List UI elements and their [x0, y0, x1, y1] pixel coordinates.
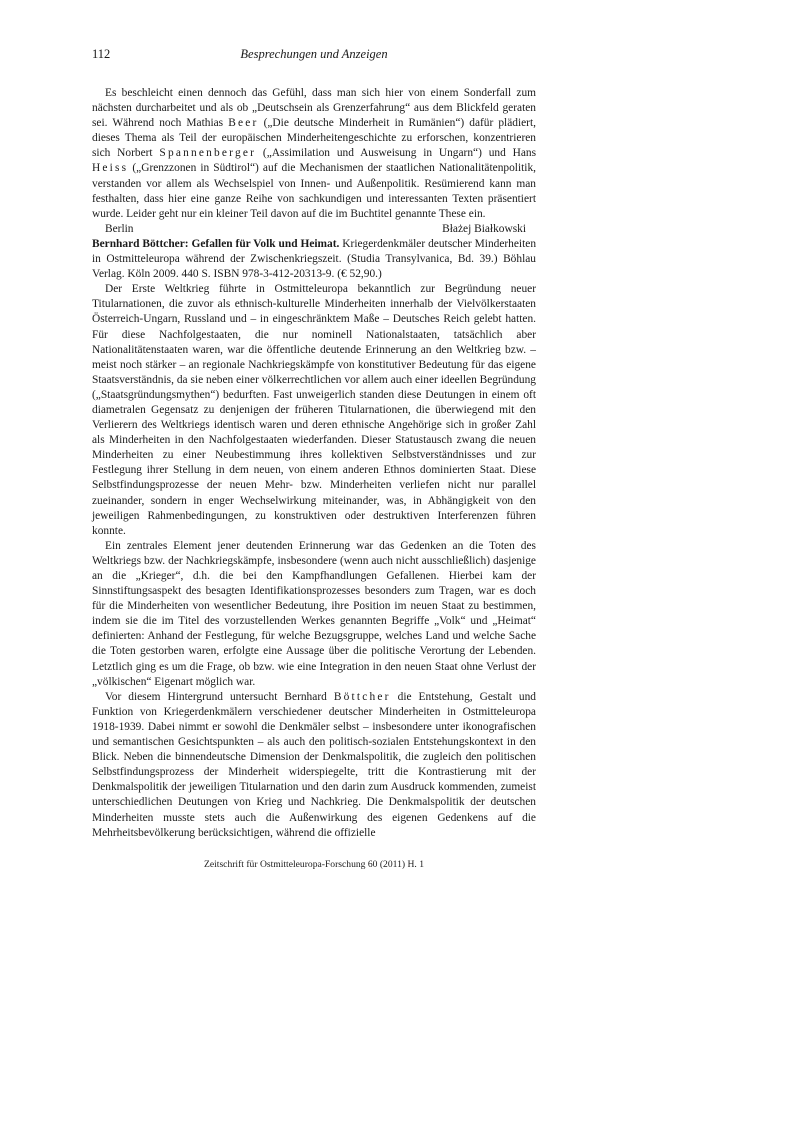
page-header [92, 47, 536, 65]
review-paragraph-3: Vor diesem Hintergrund untersucht Bernhard Böttcher die Entstehung, Gestalt und Funktion von Kriegerdenkmälern verschiedener deutscher Minderheiten in Ostmitteleuropa 1918-1939. Dabei nimmt er sowohl die Denkmäler selbst – insbesondere unter ikonografischen und semantischen Gesichtspunkten – als auch den politisch-sozialen Entstehungskontext in den Blick. Neben die binnendeutsche Dimension der Denkmalspolitik, die zugleich den politischen Selbstfindungsprozess der Minderheit widerspiegelte, tritt die Kontrastierung mit der Denkmalspolitik der jeweiligen Titularnation und den darin zum Ausdruck kommenden, zumeist unterschiedlichen Deutungen von Krieg und Nachkrieg. Die Denkmalspolitik der deutschen Minderheiten musste stets auch die Außenwirkung des eigenen Gedenkens auf die Mehrheitsbevölkerung berücksichtigen, während die offizielle [92, 690, 537, 839]
previous-review-paragraph: Es beschleicht einen dennoch das Gefühl, dass man sich hier von einem Sonderfall zum nächsten durcharbeitet und als ob „Deutschsein als Grenzerfahrung“ aus dem Blickfeld geraten sei. Während noch Mathias Beer („Die deutsche Minderheit in Rumänien“) dafür plädiert, dieses Thema als Teil der europäischen Minderheitengeschichte zu erforschen, konzentrieren sich Norbert Spannenberger („Assimilation und Ausweisung in Ungarn“) und Hans Heiss („Grenzzonen in Südtirol“) auf die Mechanismen der staatlichen Nationalitätenpolitik, verstanden vor allem als Wechselspiel von Innen- und Außenpolitik. Resümierend kann man festhalten, dass hier eine ganze Reihe von sachkundigen und interessanten Texten präsentiert wurde. Leider geht nur ein kleiner Teil davon auf die im Buchtitel genannte These ein. [92, 87, 537, 220]
author-name-heiss: Heiss [92, 162, 129, 175]
reviewer-place: Berlin [105, 222, 134, 235]
running-title: Besprechungen und Anzeigen [240, 47, 388, 61]
author-name-boettcher: Böttcher [333, 690, 391, 703]
review-author-title: Bernhard Böttcher: Gefallen für Volk und Heimat. [92, 237, 340, 250]
review-paragraph-2: Ein zentrales Element jener deutenden Erinnerung war das Gedenken an die Toten des Weltkriegs bzw. der Nachkriegskämpfe, insbesondere (wenn auch nicht ausschließlich) dasjenige an die „Krieger“, d.h. die bei den Kampfhandlungen Gefallenen. Hierbei kam der Sinnstiftungsaspekt des besagten Identifikationsprozesses besonders zum Tragen, war es doch für die Minderheiten von wesentlicher Bedeutung, ihre Position im neuen Staat zu bestimmen, indem sie die im Titel des vorzustellenden Werkes genannten Begriffe „Volk“ und „Heimat“ definierten: Anhand der Festlegung, für welche Bezugsgruppe, welches Land und welche Sache die Toten gestorben waren, erfolgte eine Aussage über die politische Verortung der Lebenden. Letztlich ging es um die Frage, ob bzw. wie eine Integration in den neuen Staat ohne Verlust der „völkischen“ Eigenart möglich war. [92, 539, 536, 688]
reviewer-signature [92, 222, 536, 237]
reviewer-name: Błażej Białkowski [442, 222, 526, 235]
author-name-spannenberger: Spannenberger [159, 147, 257, 160]
review-heading [92, 237, 536, 282]
page-number: 112 [92, 47, 111, 61]
text-body [92, 86, 536, 841]
review-bibliography: Kriegerdenkmäler deutscher Minderheiten in Ostmitteleuropa während der Zwischenkriegszeit. (Studia Transylvanica, Bd. 39.) Böhlau Verlag. Köln 2009. 440 S. ISBN 978-3-412-20313-9. (€ 52,90.) [92, 237, 537, 281]
review-paragraph-1: Der Erste Weltkrieg führte in Ostmitteleuropa bekanntlich zur Begründung neuer Titularnationen, die zuvor als ethnisch-kulturelle Minderheiten innerhalb der Vielvölkerstaaten Österreich-Ungarn, Russland und – in eingeschränktem Maße – Deutsches Reich gelebt hatten. Für diese Nachfolgestaaten, die nur nominell Nationalstaaten, tatsächlich aber Nationalitätenstaaten waren, war die öffentliche deutende Erinnerung an den Weltkrieg bzw. – meist noch stärker – an regionale Nachkriegskämpfe von konstitutiver Bedeutung für das eigene Staatsverständnis, da sie neben einer völkerrechtlichen vor allem auch einer ideellen Begründung („Staatsgründungsmythen“) bedurften. Fast unweigerlich standen diese Deutungen in einem oft diametralen Gegensatz zu denjenigen der früheren Titularnationen, die überwiegend mit den Verlierern des Weltkriegs identisch waren und deren ethnische Angehörige sich in großer Zahl als Minderheiten in den Nachfolgestaaten wiederfanden. Dieser Statustausch zwang die neuen Minderheiten zu einer Neubestimmung ihres kollektiven Selbstverständnisses und zur Festlegung ihrer Stellung in dem neuen, von einem anderen Ethnos dominierten Staat. Diese Selbstfindungsprozesse der neuen Mehr- bzw. Minderheiten verliefen nicht nur parallel zueinander, sondern in enger Wechselwirkung miteinander, was, in Abhängigkeit von den jeweiligen Rahmenbedingungen, zu konstruktiven oder destruktiven Interferenzen führen konnte. [92, 283, 536, 537]
journal-footer: Zeitschrift für Ostmitteleuropa-Forschung 60 (2011) H. 1 [204, 859, 424, 870]
author-name-beer: Beer [228, 117, 259, 130]
